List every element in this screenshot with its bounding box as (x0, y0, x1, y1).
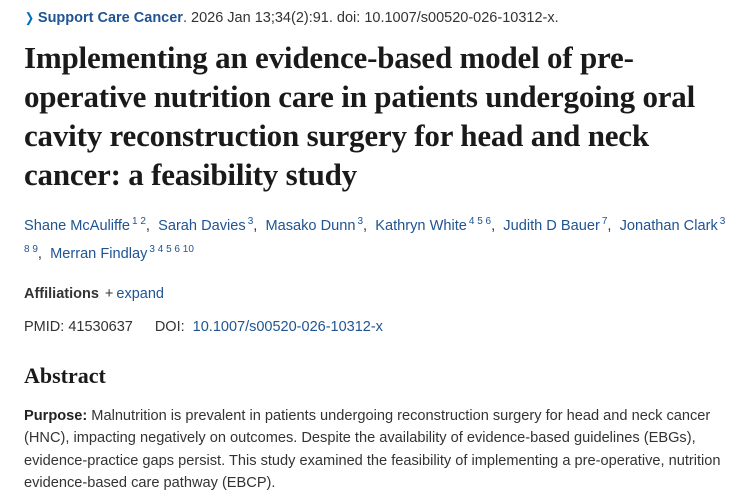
author-affiliation-sup[interactable]: 1 2 (132, 216, 146, 227)
author-affiliation-sup[interactable]: 3 (357, 216, 364, 227)
author-link[interactable]: Kathryn White (375, 217, 467, 234)
author-affiliation-sup[interactable]: 3 (247, 216, 254, 227)
author-link[interactable]: Merran Findlay (50, 245, 148, 262)
author-list: Shane McAuliffe $^{1 2}$, Sarah Davies $^3$, Masako Dunn $^3$, Kathryn White $^{4 5 6}$, Judith D Bauer $^7$, Jonathan Clark $^{3 8 9}$, Merran Findlay $^{3 4 5 6 10}$ (24, 216, 726, 262)
expand-label: expand (116, 285, 164, 302)
pmid-group (24, 319, 133, 335)
author-affiliation-sup[interactable]: 7 (601, 216, 608, 227)
doi-link[interactable]: 10.1007/s00520-026-10312-x (192, 318, 383, 335)
journal-link[interactable]: Support Care Cancer (37, 10, 183, 26)
pmid-value: 41530637 (68, 318, 133, 335)
author-affiliation-sup[interactable]: 3 8 9 (24, 216, 726, 255)
plus-icon: + (104, 285, 114, 302)
affiliations-row (24, 284, 726, 304)
abstract-body (24, 405, 726, 495)
author-link[interactable]: Sarah Davies (158, 217, 246, 234)
abstract-purpose-text: Malnutrition is prevalent in patients undergoing reconstruction surgery for head and neck cancer (HNC), impacting negatively on outcomes. Despite the availability of evidence-based guidelines (EBGs), evidence-practice gaps persist. This study examined the feasibility of implementing a pre-operative, nutrition evidence-based care pathway (EBCP). (24, 407, 721, 492)
author-link[interactable]: Judith D Bauer (503, 217, 600, 234)
page-title: Implementing an evidence-based model of pre-operative nutrition care in patients undergoing oral cavity reconstruction surgery for head and neck cancer: a feasibility study (24, 40, 696, 192)
citation-line (24, 8, 726, 28)
pmid-label: PMID: (24, 318, 65, 335)
author-affiliation-sup[interactable]: 3 4 5 6 10 (149, 243, 194, 255)
abstract-purpose-label: Purpose: (24, 407, 88, 424)
author-link[interactable]: Jonathan Clark (619, 217, 718, 234)
author-link[interactable]: Shane McAuliffe (24, 217, 131, 234)
author-affiliation-sup[interactable]: 4 5 6 (468, 216, 492, 227)
chevron-right-icon: ❯ (24, 10, 35, 25)
abstract-heading: Abstract (24, 362, 106, 388)
affiliations-label: Affiliations (24, 285, 99, 302)
citation-details: . 2026 Jan 13;34(2):91. doi: 10.1007/s00520-026-10312-x. (182, 10, 559, 26)
expand-affiliations-button[interactable] (105, 286, 164, 302)
doi-label: DOI: (154, 318, 185, 335)
author-link[interactable]: Masako Dunn (265, 217, 356, 234)
identifiers-row (24, 317, 726, 337)
